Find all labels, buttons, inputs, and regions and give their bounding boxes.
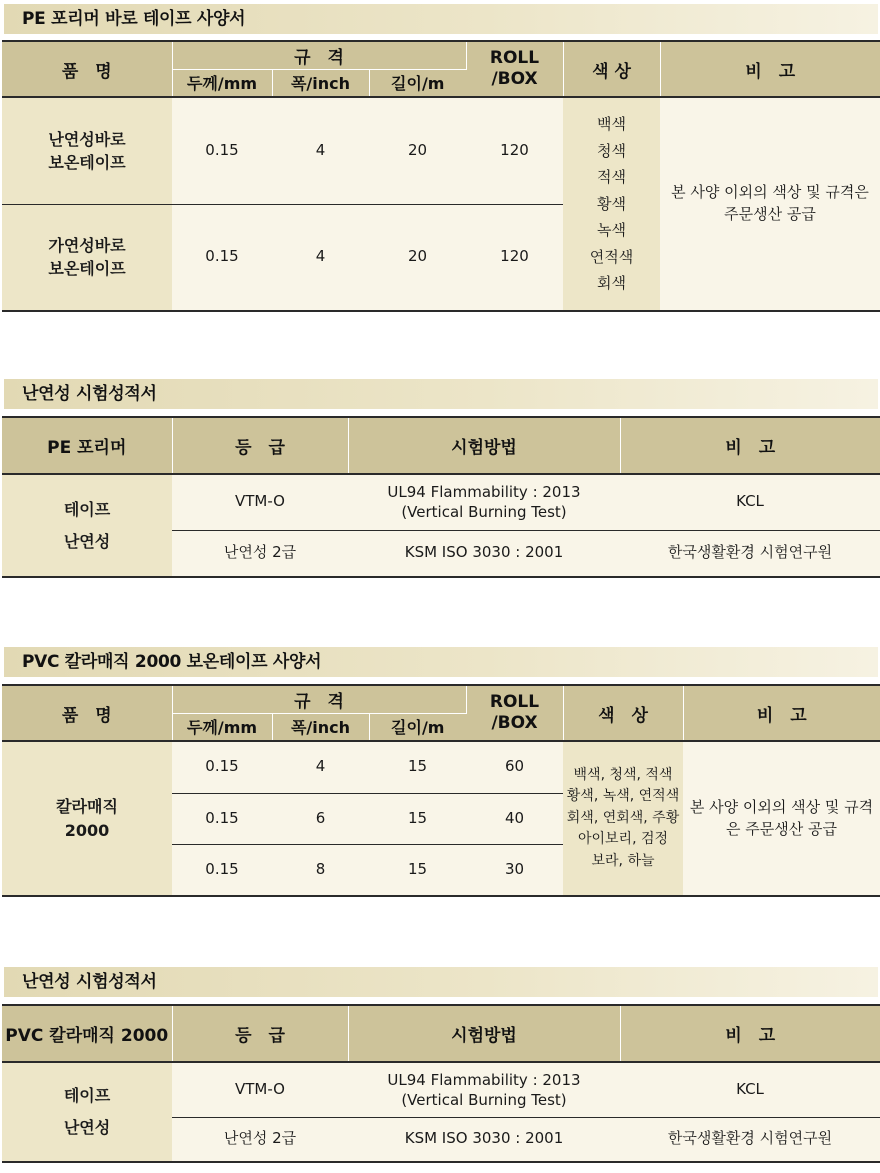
header-roll-box: ROLL /BOX [466, 685, 563, 741]
color-item: 백색 [597, 115, 626, 134]
note-text: 본 사양 이외의 색상 및 규격 은 주문생산 공급 [683, 741, 880, 896]
width-value: 8 [272, 844, 369, 896]
roll-value: 30 [466, 844, 563, 896]
pvc-flame-test-table [2, 1004, 880, 1163]
color-item: 백색, 청색, 적색 [573, 766, 673, 783]
test-product: 테이프 난연성 [2, 474, 172, 577]
pe-spec-table [2, 40, 880, 312]
header-product: PE 포리머 [2, 417, 172, 474]
header-roll-box: ROLL /BOX [466, 41, 563, 97]
header-length: 길이/m [369, 69, 466, 97]
width-value: 4 [272, 204, 369, 311]
width-value: 6 [272, 793, 369, 844]
thickness-value: 0.15 [172, 97, 272, 204]
note-value: 한국생활환경 시험연구원 [620, 1117, 880, 1162]
length-value: 15 [369, 741, 466, 793]
color-item: 보라, 하늘 [591, 852, 655, 869]
section-title-pvc-spec: PVC 칼라매직 2000 보온테이프 사양서 [4, 647, 878, 677]
roll-value: 40 [466, 793, 563, 844]
product-name: 가연성바로 보온테이프 [2, 204, 172, 311]
header-width: 폭/inch [272, 713, 369, 741]
length-value: 20 [369, 97, 466, 204]
pe-flame-test-table [2, 416, 880, 578]
header-grade: 등 급 [172, 1005, 348, 1062]
color-item: 회색 [597, 274, 626, 293]
grade-value: 난연성 2급 [172, 530, 348, 577]
width-value: 4 [272, 97, 369, 204]
header-length: 길이/m [369, 713, 466, 741]
note-value: KCL [620, 1062, 880, 1117]
color-item: 연적색 [589, 247, 634, 266]
header-product: 품 명 [2, 685, 172, 741]
pvc-spec-table [2, 684, 880, 897]
grade-value: VTM-O [172, 474, 348, 530]
color-item: 황색 [597, 194, 626, 213]
header-method: 시험방법 [348, 1005, 620, 1062]
header-note: 비 고 [660, 41, 880, 97]
header-method: 시험방법 [348, 417, 620, 474]
grade-value: VTM-O [172, 1062, 348, 1117]
roll-value: 120 [466, 97, 563, 204]
length-value: 15 [369, 844, 466, 896]
color-item: 녹색 [597, 221, 626, 240]
roll-value: 120 [466, 204, 563, 311]
color-item: 황색, 녹색, 연적색 [566, 788, 680, 805]
thickness-value: 0.15 [172, 844, 272, 896]
note-value: KCL [620, 474, 880, 530]
method-value: KSM ISO 3030 : 2001 [348, 1117, 620, 1162]
section-title-pe-spec: PE 포리머 바로 테이프 사양서 [4, 4, 878, 34]
color-list [563, 741, 683, 896]
header-spec: 규 격 [172, 41, 466, 69]
header-color: 색 상 [563, 685, 683, 741]
test-product: 테이프 난연성 [2, 1062, 172, 1162]
note-text: 본 사양 이외의 색상 및 규격은 주문생산 공급 [660, 97, 880, 311]
thickness-value: 0.15 [172, 204, 272, 311]
color-item: 회색, 연회색, 주황 [566, 809, 680, 826]
length-value: 20 [369, 204, 466, 311]
header-note: 비 고 [683, 685, 880, 741]
thickness-value: 0.15 [172, 793, 272, 844]
header-product: 품 명 [2, 41, 172, 97]
method-value: UL94 Flammability : 2013 (Vertical Burning Test) [348, 474, 620, 530]
header-note: 비 고 [620, 1005, 880, 1062]
header-spec: 규 격 [172, 685, 466, 713]
color-item: 적색 [597, 168, 626, 187]
section-title-flame-test-pvc: 난연성 시험성적서 [4, 967, 878, 997]
product-name: 칼라매직 2000 [2, 741, 172, 896]
header-note: 비 고 [620, 417, 880, 474]
section-title-flame-test-pe: 난연성 시험성적서 [4, 379, 878, 409]
roll-value: 60 [466, 741, 563, 793]
length-value: 15 [369, 793, 466, 844]
thickness-value: 0.15 [172, 741, 272, 793]
header-thickness: 두께/mm [172, 69, 272, 97]
header-product: PVC 칼라매직 2000 [2, 1005, 172, 1062]
header-width: 폭/inch [272, 69, 369, 97]
color-item: 청색 [597, 141, 626, 160]
method-value: UL94 Flammability : 2013 (Vertical Burning Test) [348, 1062, 620, 1117]
header-thickness: 두께/mm [172, 713, 272, 741]
color-item: 아이보리, 검정 [577, 831, 669, 848]
width-value: 4 [272, 741, 369, 793]
product-name: 난연성바로 보온테이프 [2, 97, 172, 204]
note-value: 한국생활환경 시험연구원 [620, 530, 880, 577]
grade-value: 난연성 2급 [172, 1117, 348, 1162]
header-color: 색 상 [563, 41, 660, 97]
color-list [563, 97, 660, 311]
header-grade: 등 급 [172, 417, 348, 474]
method-value: KSM ISO 3030 : 2001 [348, 530, 620, 577]
